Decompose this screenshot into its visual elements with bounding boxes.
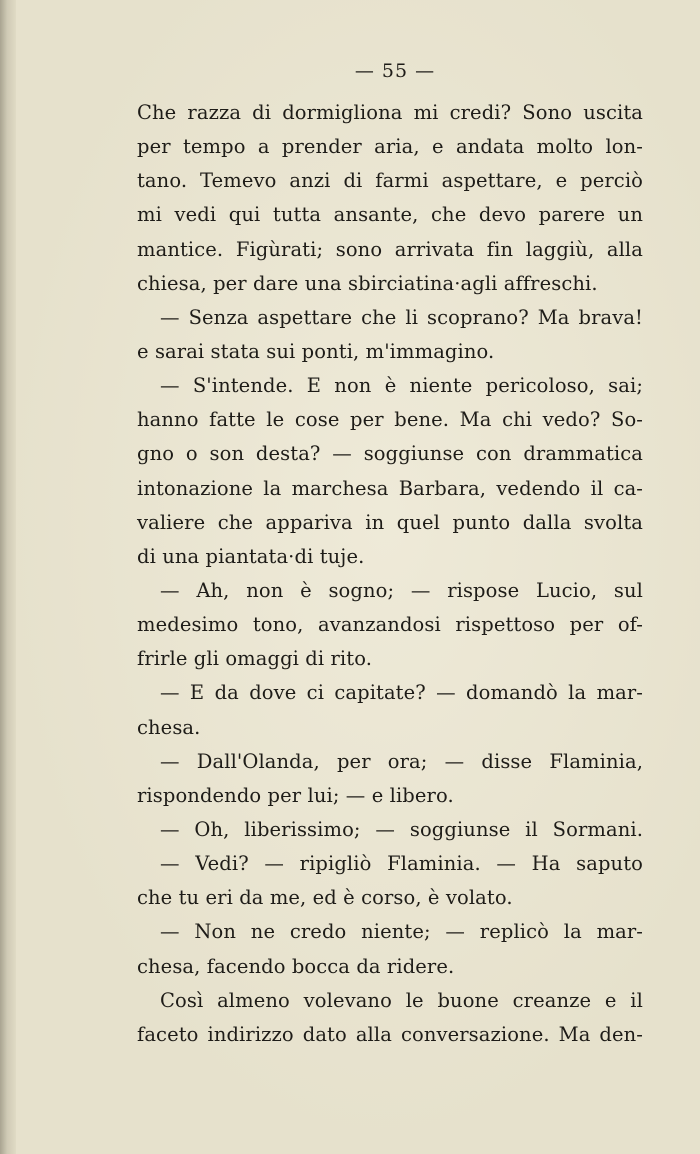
text-line: tano. Temevo anzi di farmi aspettare, e perciò xyxy=(137,169,643,193)
page-spine-shadow xyxy=(0,0,16,1154)
text-line: — Ah, non è sogno; — rispose Lucio, sul xyxy=(160,578,643,602)
text-line: frirle gli omaggi di rito. xyxy=(137,647,372,671)
text-line: che tu eri da me, ed è corso, è volato. xyxy=(137,886,513,910)
text-line: hanno fatte le cose per bene. Ma chi vedo? So- xyxy=(137,408,643,432)
text-line: mi vedi qui tutta ansante, che devo parere un xyxy=(137,203,643,227)
text-line: — S'intende. E non è niente pericoloso, sai; xyxy=(160,374,643,398)
text-line: medesimo tono, avanzandosi rispettoso per of- xyxy=(137,613,643,637)
text-line: valiere che appariva in quel punto dalla svolta xyxy=(137,510,643,534)
text-line: — E da dove ci capitate? — domandò la mar- xyxy=(160,681,643,705)
text-line: Che razza di dormigliona mi credi? Sono uscita xyxy=(137,101,643,124)
text-line: e sarai stata sui ponti, m'immagino. xyxy=(137,339,495,363)
text-line: chiesa, per dare una sbirciatina·agli affreschi. xyxy=(137,271,598,295)
body-text xyxy=(137,96,643,1052)
text-line: di una piantata·di tuje. xyxy=(137,544,365,568)
text-line: per tempo a prender aria, e andata molto lon- xyxy=(137,135,643,159)
text-line: chesa. xyxy=(137,715,201,739)
text-line: intonazione la marchesa Barbara, vedendo il ca- xyxy=(137,476,643,500)
text-line: chesa, facendo bocca da ridere. xyxy=(137,954,455,978)
text-line: mantice. Figùrati; sono arrivata fin laggiù, alla xyxy=(137,237,643,261)
text-line: — Senza aspettare che li scoprano? Ma brava! xyxy=(160,305,643,329)
text-line: — Oh, liberissimo; — soggiunse il Sormani. xyxy=(160,817,643,841)
text-line: gno o son desta? — soggiunse con drammatica xyxy=(137,442,643,466)
text-line: Così almeno volevano le buone creanze e il xyxy=(160,988,643,1012)
text-line: — Vedi? — ripigliò Flaminia. — Ha saputo xyxy=(160,852,643,876)
text-line: faceto indirizzo dato alla conversazione. Ma den- xyxy=(137,1022,643,1046)
text-line: — Dall'Olanda, per ora; — disse Flaminia, xyxy=(160,749,643,773)
text-line: rispondendo per lui; — e libero. xyxy=(137,783,454,807)
text-line: — Non ne credo niente; — replicò la mar- xyxy=(160,920,643,944)
page-number: — 55 — xyxy=(354,60,436,82)
